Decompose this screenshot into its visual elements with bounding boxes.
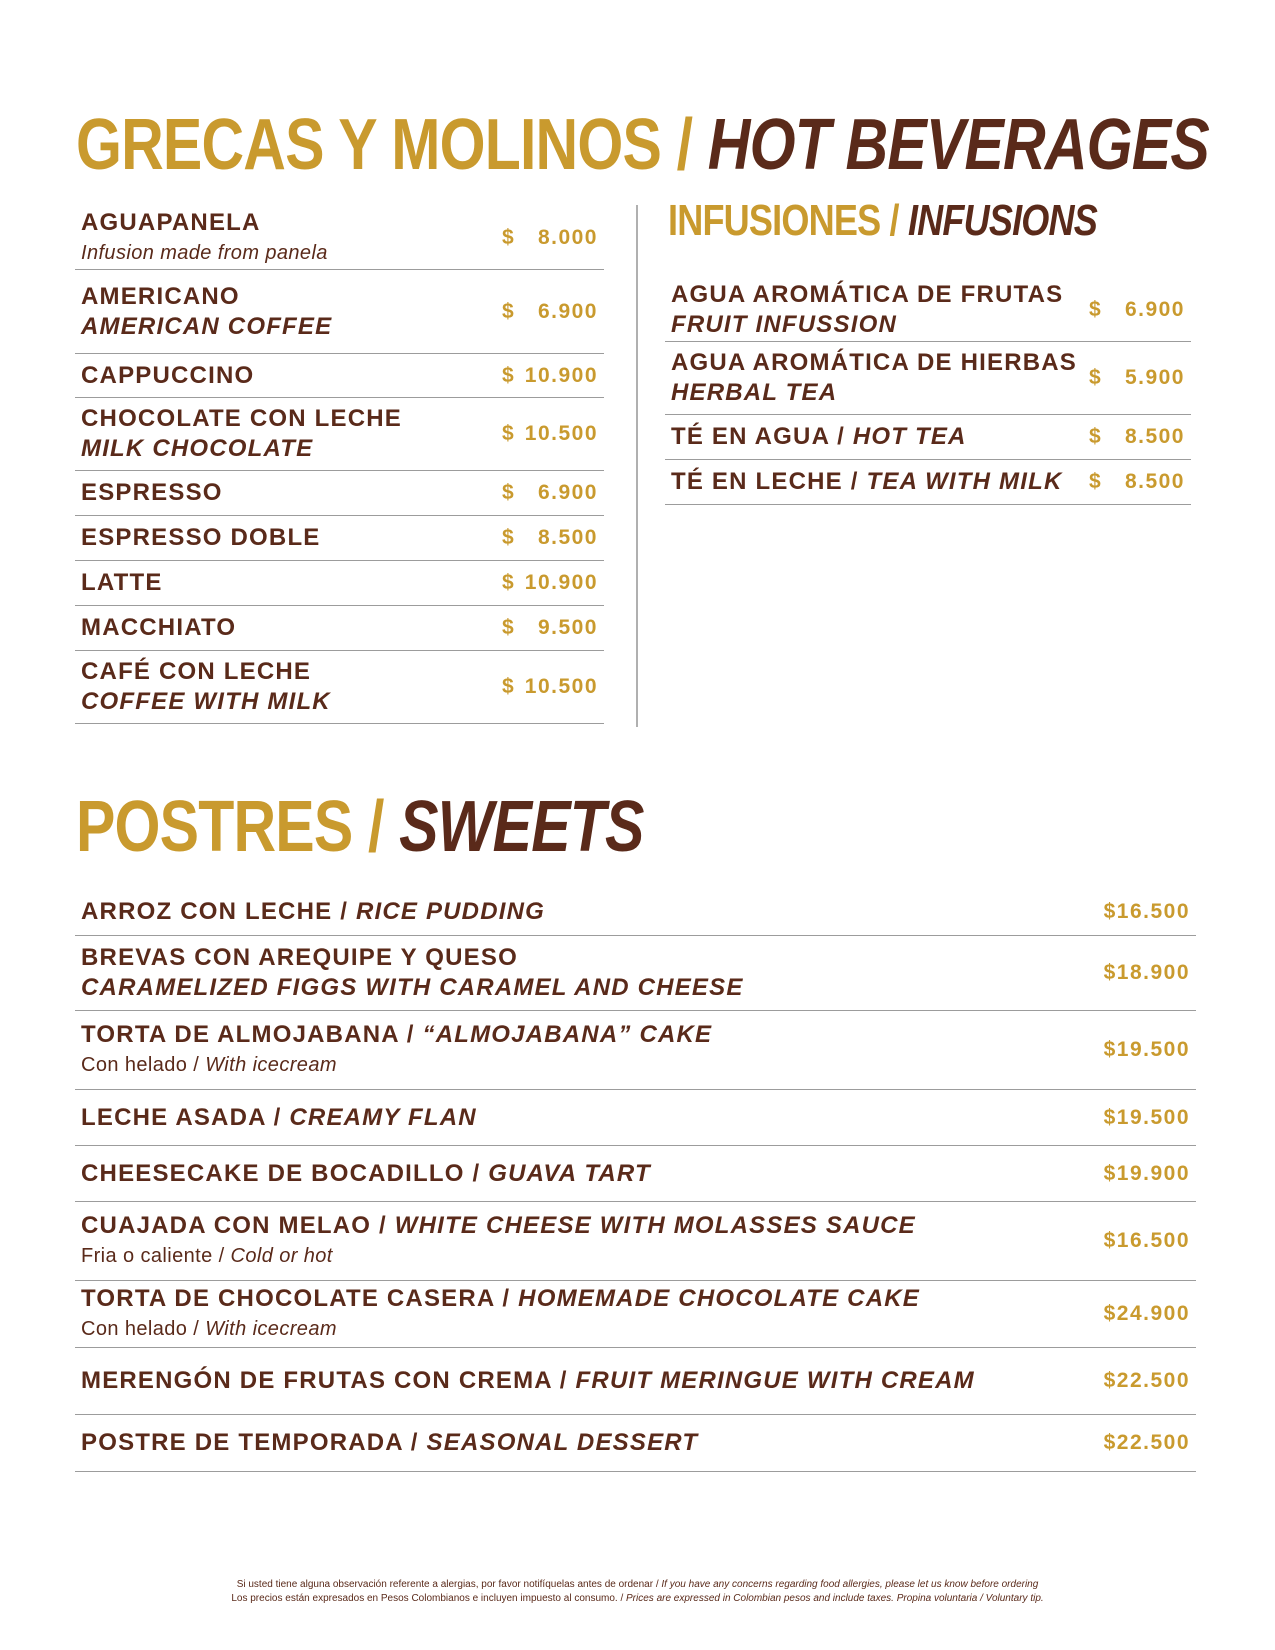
menu-item-note-en: Cold or hot	[230, 1245, 333, 1267]
item-price	[1104, 1038, 1190, 1062]
currency-symbol: $	[502, 616, 516, 639]
menu-item-name: ESPRESSO DOBLE	[81, 524, 321, 551]
menu-item-name-en: TEA WITH MILK	[866, 468, 1063, 495]
footer-line-1-es: Si usted tiene alguna observación referente a alergias, por favor notifíquelas antes de ordenar /	[236, 1579, 662, 1590]
menu-item-row	[75, 1011, 1196, 1090]
menu-item-text	[81, 208, 502, 268]
currency-symbol: $	[502, 481, 516, 504]
menu-item-name-es: AGUA AROMÁTICA DE HIERBAS	[671, 349, 1077, 376]
menu-item-name: CHOCOLATE CON LECHE	[81, 405, 403, 432]
menu-item-text	[81, 943, 1104, 1003]
menu-item-name-en: HOT TEA	[852, 423, 967, 450]
currency-symbol: $	[502, 363, 516, 387]
price-amount: 8.500	[1124, 425, 1185, 448]
price-amount: 19.500	[1116, 1038, 1190, 1061]
menu-item-row	[75, 354, 604, 398]
menu-item-name-en: SEASONAL DESSERT	[426, 1429, 699, 1456]
menu-item-name: MACCHIATO	[81, 614, 237, 641]
menu-item-text	[81, 1159, 1104, 1189]
currency-symbol: $	[1089, 470, 1103, 493]
menu-item-subtitle: AMERICAN COFFEE	[81, 312, 333, 340]
sweets-heading-es: POSTRES /	[76, 787, 384, 867]
menu-item-name-en: “ALMOJABANA” CAKE	[422, 1021, 713, 1048]
footer-line-2	[0, 1592, 1275, 1606]
currency-symbol: $	[1103, 1161, 1117, 1185]
item-price	[502, 481, 598, 505]
price-amount: 6.900	[537, 299, 598, 323]
menu-item-text	[671, 467, 1089, 497]
menu-item-name-es: CUAJADA CON MELAO /	[81, 1212, 395, 1239]
menu-item-note-es: Con helado /	[81, 1054, 206, 1076]
menu-item-row	[75, 1090, 1196, 1146]
menu-item-name: LATTE	[81, 569, 163, 596]
item-price	[1104, 1302, 1190, 1326]
currency-symbol: $	[502, 526, 516, 549]
menu-item-name-es: BREVAS CON AREQUIPE Y QUESO	[81, 944, 518, 971]
currency-symbol: $	[1103, 1431, 1117, 1454]
price-amount: 8.500	[537, 526, 598, 549]
menu-item-name: AGUAPANELA	[81, 208, 261, 236]
price-amount: 8.500	[1124, 470, 1185, 493]
price-amount: 19.500	[1116, 1105, 1190, 1129]
menu-item-row	[75, 1146, 1196, 1202]
currency-symbol: $	[502, 225, 516, 249]
menu-item-row	[75, 270, 604, 354]
menu-item-text	[81, 1366, 1104, 1396]
price-amount: 8.000	[537, 225, 598, 249]
price-amount: 6.900	[537, 481, 598, 504]
footer-line-1	[0, 1578, 1275, 1592]
menu-item-row	[75, 606, 604, 651]
item-price	[1104, 1162, 1190, 1186]
price-amount: 18.900	[1116, 961, 1190, 984]
item-price	[1104, 1106, 1190, 1130]
menu-item-name-es: LECHE ASADA /	[81, 1103, 290, 1131]
menu-item-row	[75, 206, 604, 270]
menu-item-name-en: CREAMY FLAN	[289, 1103, 477, 1131]
price-amount: 19.900	[1116, 1161, 1190, 1185]
menu-item-text	[671, 422, 1089, 452]
menu-item-text	[81, 404, 502, 464]
currency-symbol: $	[1103, 899, 1117, 923]
menu-item-name	[81, 1428, 1104, 1458]
menu-item-text	[81, 282, 502, 342]
price-amount: 22.500	[1116, 1369, 1190, 1392]
item-price	[502, 422, 598, 446]
currency-symbol: $	[1103, 1369, 1117, 1392]
currency-symbol: $	[502, 675, 516, 698]
menu-item-text	[81, 1428, 1104, 1458]
item-price	[1089, 470, 1185, 494]
menu-item-row	[75, 1281, 1196, 1348]
currency-symbol: $	[1089, 366, 1103, 389]
sweets-heading	[76, 786, 644, 868]
menu-item-row	[75, 471, 604, 516]
currency-symbol: $	[502, 422, 516, 445]
menu-item-note	[81, 1050, 1104, 1080]
menu-item-name	[81, 943, 1104, 973]
menu-item-text	[81, 478, 502, 508]
menu-item-name	[81, 1284, 1104, 1314]
menu-item-name-es: TÉ EN LECHE /	[671, 468, 867, 495]
currency-symbol: $	[1103, 1038, 1117, 1061]
menu-item-name	[671, 467, 1089, 497]
menu-item-name: CAPPUCCINO	[81, 361, 255, 389]
menu-item-text	[81, 1103, 1104, 1133]
menu-item-subtitle: FRUIT INFUSSION	[671, 310, 897, 338]
infusions-list	[665, 278, 1191, 505]
currency-symbol: $	[502, 299, 516, 323]
menu-item-text	[81, 657, 502, 717]
footer-line-2-en: Prices are expressed in Colombian pesos and include taxes. Propina voluntaria / Voluntary tip.	[626, 1593, 1044, 1604]
hot-beverages-list	[75, 206, 604, 724]
hot-beverages-heading-en: HOT BEVERAGES	[707, 105, 1209, 185]
footer-line-2-es: Los precios están expresados en Pesos Colombianos e incluyen impuesto al consumo. /	[231, 1593, 627, 1604]
item-price	[502, 675, 598, 699]
price-amount: 6.900	[1124, 297, 1185, 321]
menu-item-note-en: With icecream	[205, 1054, 337, 1076]
item-price	[1104, 1229, 1190, 1253]
price-amount: 10.500	[524, 675, 598, 698]
price-amount: 16.500	[1116, 899, 1190, 923]
currency-symbol: $	[1089, 297, 1103, 321]
menu-item-name-es: TÉ EN AGUA /	[671, 423, 853, 450]
price-amount: 16.500	[1116, 1229, 1190, 1252]
menu-item-row	[75, 516, 604, 561]
menu-item-row	[665, 460, 1191, 505]
menu-item-name-es: AGUA AROMÁTICA DE FRUTAS	[671, 280, 1064, 308]
menu-item-text	[81, 568, 502, 598]
item-price	[502, 526, 598, 550]
price-amount: 10.900	[524, 363, 598, 387]
menu-item-text	[81, 1211, 1104, 1271]
infusions-heading-es: INFUSIONES /	[668, 196, 899, 245]
menu-item-text	[671, 348, 1089, 408]
price-amount: 24.900	[1116, 1302, 1190, 1325]
menu-item-name-en: HOMEMADE CHOCOLATE CAKE	[518, 1285, 920, 1312]
item-price	[502, 226, 598, 250]
item-price	[502, 300, 598, 324]
menu-item-name-es: CHEESECAKE DE BOCADILLO /	[81, 1159, 489, 1187]
menu-item-row	[75, 398, 604, 471]
item-price	[1104, 1369, 1190, 1393]
hot-beverages-heading	[76, 104, 1209, 186]
menu-item-text	[671, 280, 1089, 340]
menu-item-name	[81, 1366, 1104, 1396]
menu-item-row	[75, 1415, 1196, 1472]
item-price	[502, 571, 598, 595]
menu-item-text	[81, 613, 502, 643]
item-price	[1104, 961, 1190, 985]
menu-item-subtitle: COFFEE WITH MILK	[81, 688, 331, 715]
menu-item-name-en: GUAVA TART	[488, 1159, 651, 1187]
footer-line-1-en: If you have any concerns regarding food allergies, please let us know before ordering	[661, 1579, 1039, 1590]
menu-item-subtitle: MILK CHOCOLATE	[81, 435, 314, 462]
menu-item-name-es: TORTA DE CHOCOLATE CASERA /	[81, 1285, 519, 1312]
menu-item-name-es: TORTA DE ALMOJABANA /	[81, 1021, 423, 1048]
menu-item-row	[75, 936, 1196, 1011]
menu-item-row	[665, 342, 1191, 415]
currency-symbol: $	[502, 571, 516, 594]
menu-item-name-en: WHITE CHEESE WITH MOLASSES SAUCE	[394, 1212, 916, 1239]
item-price	[1104, 900, 1190, 924]
menu-item-note	[81, 1241, 1104, 1271]
menu-item-text	[81, 1284, 1104, 1344]
item-price	[1104, 1431, 1190, 1455]
menu-item-text	[81, 1020, 1104, 1080]
menu-item-name: AMERICANO	[81, 282, 240, 310]
menu-item-name: ESPRESSO	[81, 479, 223, 506]
menu-item-name	[81, 1159, 1104, 1189]
footer-disclaimer	[0, 1578, 1275, 1606]
column-divider	[636, 205, 638, 727]
menu-item-text	[81, 361, 502, 391]
menu-item-name	[671, 422, 1089, 452]
infusions-heading-en: INFUSIONS	[907, 196, 1098, 245]
menu-item-row	[75, 1348, 1196, 1415]
price-amount: 5.900	[1124, 366, 1185, 389]
menu-item-subtitle: CARAMELIZED FIGGS WITH CARAMEL AND CHEESE	[81, 974, 744, 1001]
menu-item-name	[81, 1020, 1104, 1050]
menu-item-note-es: Fria o caliente /	[81, 1245, 231, 1267]
menu-item-row	[75, 1202, 1196, 1281]
menu-item-name-es: MERENGÓN DE FRUTAS CON CREMA /	[81, 1367, 576, 1394]
item-price	[1089, 298, 1185, 322]
infusions-heading	[668, 196, 1097, 246]
item-price	[502, 616, 598, 640]
menu-item-note	[81, 1314, 1104, 1344]
sweets-heading-en: SWEETS	[399, 787, 644, 867]
price-amount: 22.500	[1116, 1431, 1190, 1454]
menu-item-name	[81, 1103, 1104, 1133]
currency-symbol: $	[1103, 1105, 1117, 1129]
menu-item-name-es: POSTRE DE TEMPORADA /	[81, 1429, 427, 1456]
menu-item-text	[81, 523, 502, 553]
currency-symbol: $	[1103, 1229, 1117, 1252]
menu-item-name-en: FRUIT MERINGUE WITH CREAM	[575, 1367, 975, 1394]
price-amount: 9.500	[537, 616, 598, 639]
hot-beverages-heading-es: GRECAS Y MOLINOS /	[76, 105, 693, 185]
menu-item-name	[671, 348, 1089, 378]
item-price	[1089, 425, 1185, 449]
currency-symbol: $	[1089, 425, 1103, 448]
menu-item-row	[75, 888, 1196, 936]
currency-symbol: $	[1103, 1302, 1117, 1325]
menu-item-text	[81, 897, 1104, 927]
menu-item-subtitle: HERBAL TEA	[671, 379, 838, 406]
menu-item-name: CAFÉ CON LECHE	[81, 658, 312, 685]
menu-item-name-en: RICE PUDDING	[355, 897, 546, 925]
menu-item-row	[665, 415, 1191, 460]
sweets-list	[75, 888, 1196, 1472]
price-amount: 10.500	[524, 422, 598, 445]
menu-item-name-es: ARROZ CON LECHE /	[81, 897, 356, 925]
item-price	[502, 364, 598, 388]
menu-item-name	[81, 897, 1104, 927]
menu-item-name	[81, 1211, 1104, 1241]
menu-item-note-es: Con helado /	[81, 1318, 206, 1340]
menu-item-row	[75, 561, 604, 606]
menu-item-name	[671, 280, 1089, 310]
currency-symbol: $	[1103, 961, 1117, 984]
menu-item-row	[75, 651, 604, 724]
menu-item-note-en: With icecream	[205, 1318, 337, 1340]
price-amount: 10.900	[524, 571, 598, 594]
item-price	[1089, 366, 1185, 390]
menu-item-subtitle: Infusion made from panela	[81, 241, 328, 264]
menu-item-row	[665, 278, 1191, 342]
